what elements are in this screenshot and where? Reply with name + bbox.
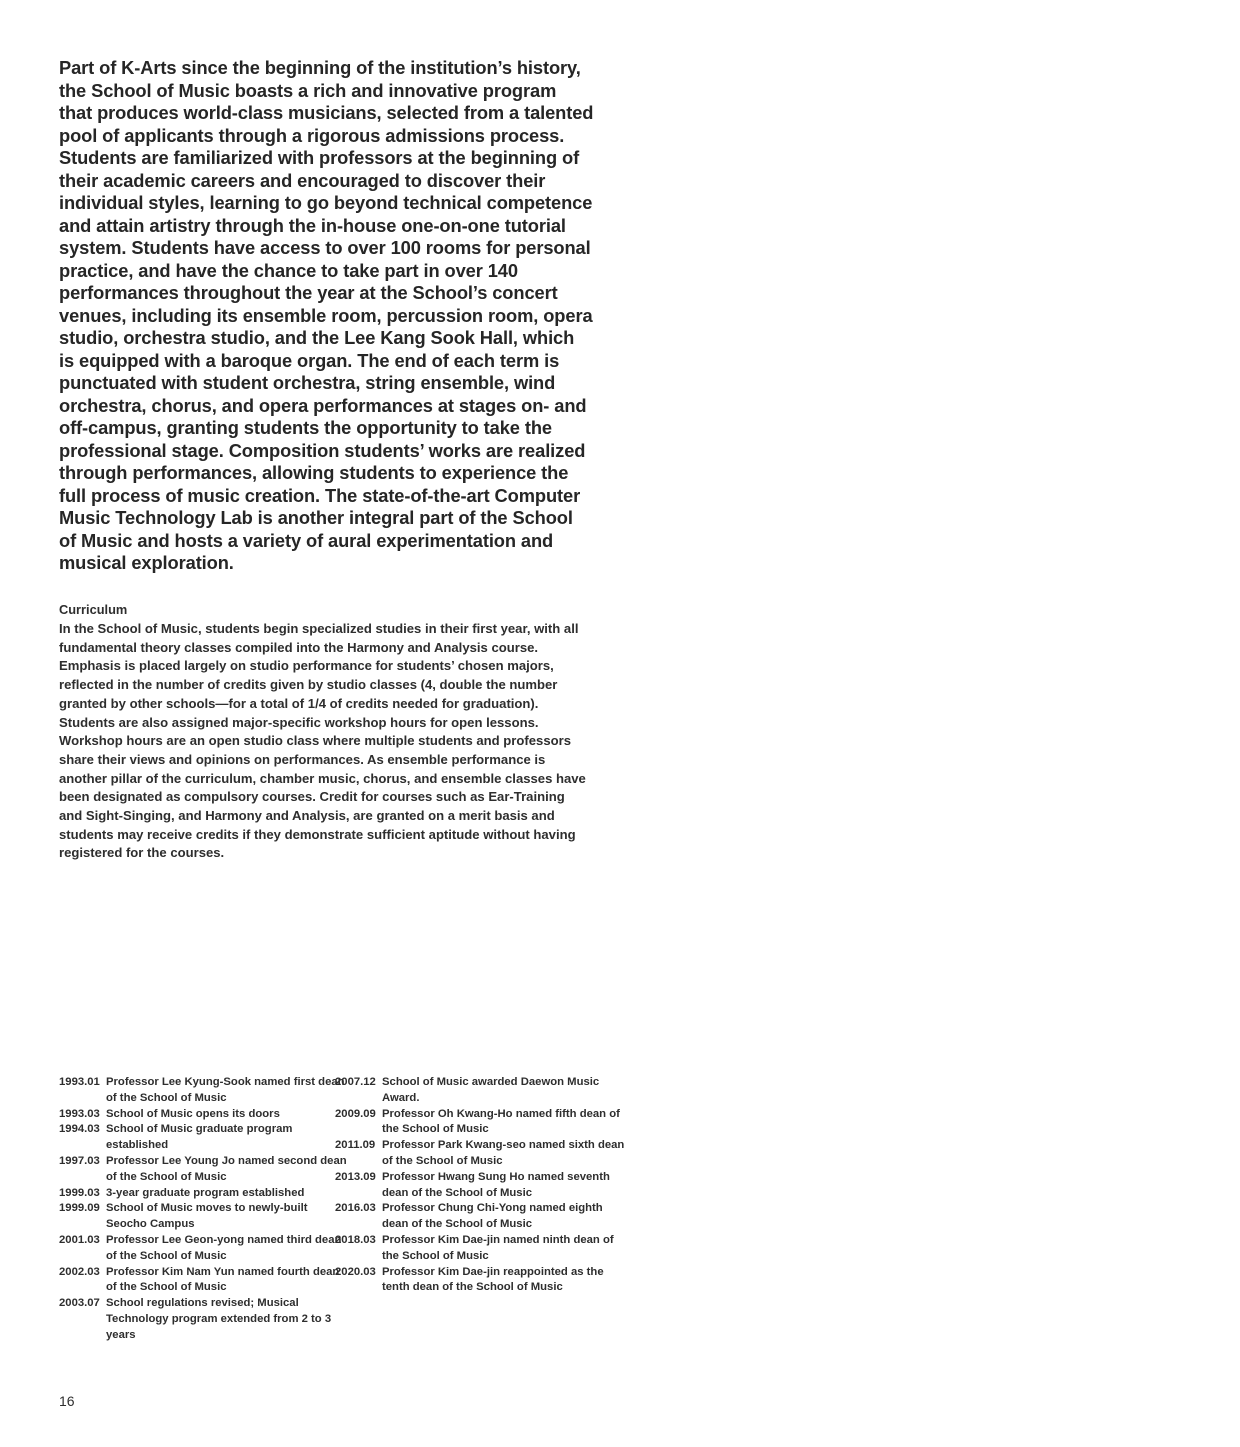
timeline-date: 1997.03 [59, 1154, 100, 1167]
curriculum-paragraph: In the School of Music, students begin specialized studies in their first year, with all fundamental theory classes compiled into the Harmony and Analysis course. Emphasis is placed largely on studio performance for students’ chosen majors, reflected in the number of credits given by studio classes (4, double the number granted by other schools—for a total of 1/4 of credits needed for graduation). Students are also assigned major-specific workshop hours for open lessons. Workshop hours are an open studio class where multiple students and professors share their views and opinions on performances. As ensemble performance is another pillar of the curriculum, chamber music, chorus, and ensemble classes have been designated as compulsory courses. Credit for courses such as Ear-Training and Sight-Singing, and Harmony and Analysis, are granted on a merit basis and students may receive credits if they demonstrate sufficient aptitude without having registered for the courses. [59, 621, 586, 861]
timeline-item [59, 1107, 349, 1123]
timeline-item [59, 1122, 349, 1154]
timeline-text: School of Music opens its doors [106, 1107, 280, 1120]
timeline-date: 1999.09 [59, 1202, 100, 1215]
timeline-item [59, 1265, 349, 1297]
intro-paragraph: Part of K-Arts since the beginning of the institution’s history, the School of Music boasts a rich and innovative program that produces world-class musicians, selected from a talented pool of applicants through a rigorous admissions process. Students are familiarized with professors at the beginning of their academic careers and encouraged to discover their individual styles, learning to go beyond technical competence and attain artistry through the in-house one-on-one tutorial system. Students have access to over 100 rooms for personal practice, and have the chance to take part in over 140 performances throughout the year at the School’s concert venues, including its ensemble room, percussion room, opera studio, orchestra studio, and the Lee Kang Sook Hall, which is equipped with a baroque organ. The end of each term is punctuated with student orchestra, string ensemble, wind orchestra, chorus, and opera performances at stages on- and off-campus, granting students the opportunity to take the professional stage. Composition students’ works are realized through performances, allowing students to experience the full process of music creation. The state-of-the-art Computer Music Technology Lab is another integral part of the School of Music and hosts a variety of aural experimentation and musical exploration. [59, 57, 594, 573]
timeline-text: 3-year graduate program established [106, 1186, 305, 1199]
timeline-text: School regulations revised; Musical Technology program extended from 2 to 3 years [106, 1297, 332, 1341]
timeline-left-column [59, 1075, 349, 1344]
timeline-item [335, 1265, 625, 1297]
timeline-date: 2001.03 [59, 1233, 100, 1246]
timeline-item [59, 1296, 349, 1343]
timeline-date: 2018.03 [335, 1233, 376, 1246]
timeline-date: 2011.09 [335, 1139, 376, 1152]
timeline-date: 2003.07 [59, 1297, 100, 1310]
timeline-date: 2020.03 [335, 1265, 376, 1278]
timeline-text: School of Music graduate program established [106, 1123, 293, 1152]
timeline-item [335, 1233, 625, 1265]
timeline-date: 1999.03 [59, 1186, 100, 1199]
timeline-item [335, 1075, 625, 1107]
timeline-text: Professor Kim Dae-jin reappointed as the tenth dean of the School of Music [382, 1265, 604, 1294]
timeline-item [335, 1201, 625, 1233]
timeline-text: School of Music awarded Daewon Music Award. [382, 1076, 600, 1104]
timeline-text: Professor Hwang Sung Ho named seventh dean of the School of Music [382, 1170, 610, 1199]
timeline-item [59, 1233, 349, 1265]
timeline-right-column [335, 1075, 625, 1296]
timeline-item [59, 1075, 349, 1107]
timeline-date: 1993.01 [59, 1076, 100, 1088]
timeline-text: Professor Lee Young Jo named second dean of the School of Music [106, 1154, 347, 1183]
timeline-text: Professor Lee Geon-yong named third dean of the School of Music [106, 1233, 342, 1262]
timeline-text: Professor Park Kwang-seo named sixth dean of the School of Music [382, 1139, 625, 1167]
timeline-item [59, 1186, 349, 1202]
timeline-date: 2009.09 [335, 1107, 376, 1120]
timeline-text: Professor Kim Nam Yun named fourth dean of the School of Music [106, 1265, 340, 1294]
timeline-text: Professor Kim Dae-jin named ninth dean of the School of Music [382, 1233, 614, 1262]
timeline-date: 2002.03 [59, 1265, 100, 1278]
timeline-item [59, 1154, 349, 1186]
page-number: 16 [59, 1393, 75, 1409]
timeline-date: 1993.03 [59, 1107, 100, 1120]
curriculum-heading: Curriculum [59, 602, 128, 617]
timeline-item [335, 1170, 625, 1202]
timeline-text: Professor Oh Kwang-Ho named fifth dean of the School of Music [382, 1107, 620, 1136]
timeline-item [335, 1138, 625, 1170]
timeline-item [59, 1201, 349, 1233]
timeline-text: School of Music moves to newly-built Seocho Campus [106, 1202, 308, 1231]
timeline-date: 1994.03 [59, 1123, 100, 1136]
timeline-item [335, 1107, 625, 1139]
timeline-date: 2016.03 [335, 1202, 376, 1215]
timeline-date: 2013.09 [335, 1170, 376, 1183]
timeline-text: Professor Lee Kyung-Sook named first dean of the School of Music [106, 1076, 345, 1104]
timeline-date: 2007.12 [335, 1076, 376, 1088]
timeline-text: Professor Chung Chi-Yong named eighth dean of the School of Music [382, 1202, 603, 1231]
